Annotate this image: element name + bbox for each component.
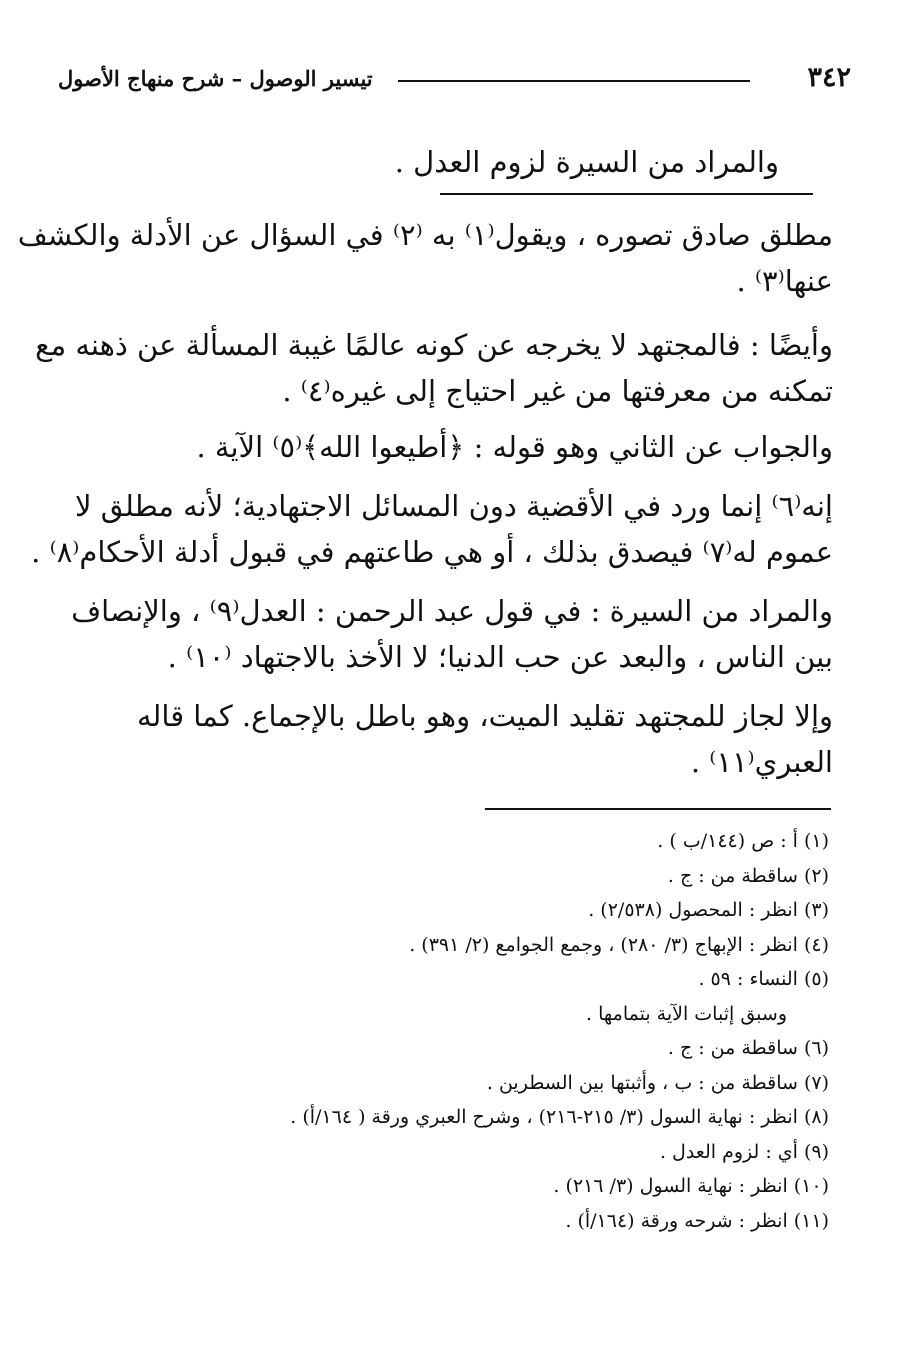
footnote-4: (٤)انظر : الإبهاج (٣/ ٢٨٠) ، وجمع الجوامع (٢/ ٣٩١) .	[409, 933, 829, 956]
footnote-divider	[485, 808, 831, 810]
text-line: العبري⁽١١⁾ .	[690, 745, 833, 779]
paragraph-6	[63, 693, 833, 785]
footnote-8: (٨)انظر : نهاية السول (٣/ ٢١٥-٢١٦) ، وشرح العبري ورقة ( ١٦٤/أ) .	[290, 1106, 829, 1128]
running-title: تيسير الوصول – شرح منهاج الأصول	[58, 66, 373, 91]
text-line: بين الناس ، والبعد عن حب الدنيا؛ لا الأخذ بالاجتهاد ⁽١٠⁾ .	[167, 640, 833, 674]
text-line: مطلق صادق تصوره ، ويقول⁽١⁾ به ⁽٢⁾ في السؤال عن الأدلة والكشف	[17, 218, 833, 252]
text-line: والمراد من السيرة : في قول عبد الرحمن : العدل⁽٩⁾ ، والإنصاف	[71, 594, 833, 628]
continued-text-line: والمراد من السيرة لزوم العدل .	[394, 145, 779, 179]
text-line: وإلا لجاز للمجتهد تقليد الميت، وهو باطل بالإجماع. كما قاله	[137, 699, 833, 733]
top-underline	[440, 193, 813, 195]
footnote-5-continuation: وسبق إثبات الآية بتمامها .	[586, 1002, 787, 1025]
paragraph-2	[35, 322, 833, 414]
footnote-9: (٩)أي : لزوم العدل .	[659, 1140, 829, 1163]
footnote-7: (٧)ساقطة من : ب ، وأثبتها بين السطرين .	[486, 1071, 829, 1094]
paragraph-3	[63, 424, 833, 470]
text-line: إنه⁽٦⁾ إنما ورد في الأقضية دون المسائل الاجتهادية؛ لأنه مطلق لا	[75, 489, 833, 523]
footnote-1: (١)أ : ص (١٤٤/ب ) .	[657, 830, 829, 852]
paragraph-4	[31, 483, 833, 575]
paragraph-5	[63, 588, 833, 680]
text-line: والجواب عن الثاني وهو قوله : ﴿أطيعوا الله﴾⁽٥⁾ الآية .	[196, 430, 833, 464]
text-line: عموم له⁽٧⁾ فيصدق بذلك ، أو هي طاعتهم في قبول أدلة الأحكام⁽٨⁾ .	[31, 535, 833, 569]
footnote-11: (١١)انظر : شرحه ورقة (١٦٤/أ) .	[565, 1209, 829, 1232]
text-line: عنها⁽٣⁾ .	[736, 264, 833, 298]
text-line: تمكنه من معرفتها من غير احتياج إلى غيره⁽٤⁾ .	[282, 374, 833, 408]
footnote-10: (١٠)انظر : نهاية السول (٣/ ٢١٦) .	[553, 1175, 829, 1197]
paragraph-1	[17, 212, 833, 304]
footnote-3: (٣)انظر : المحصول (٢/٥٣٨) .	[588, 899, 829, 921]
text-line: وأيضًا : فالمجتهد لا يخرجه عن كونه عالمًا غيبة المسألة عن ذهنه مع	[35, 328, 833, 362]
footnote-2: (٢)ساقطة من : ج .	[667, 864, 829, 887]
footnote-6: (٦)ساقطة من : ج .	[667, 1037, 829, 1059]
header-divider	[398, 80, 750, 82]
footnote-5: (٥)النساء : ٥٩ .	[698, 968, 829, 990]
footnotes	[69, 824, 829, 1238]
page-number: ٣٤٢	[807, 62, 851, 93]
